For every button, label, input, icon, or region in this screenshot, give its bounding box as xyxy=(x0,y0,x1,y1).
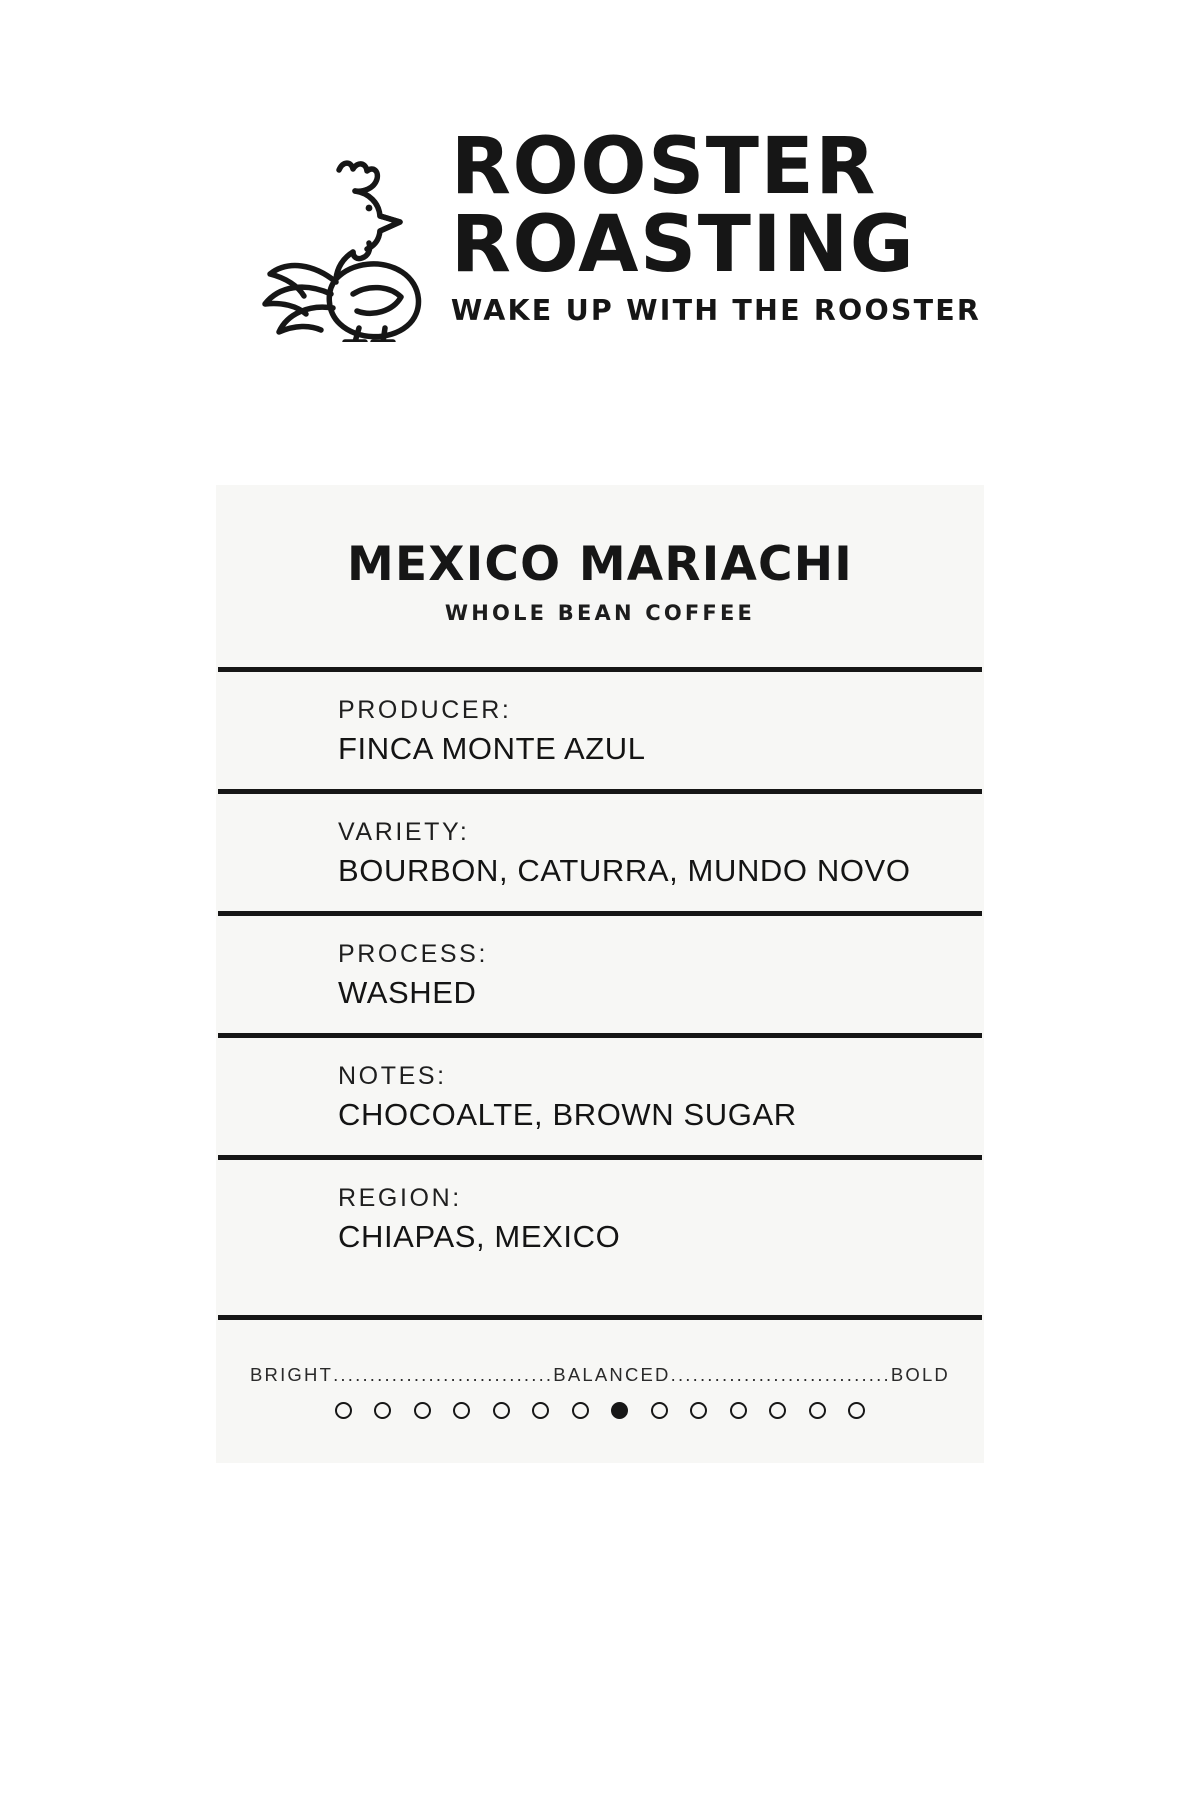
roast-dot xyxy=(374,1402,391,1419)
spec-producer xyxy=(216,672,984,789)
roast-dot xyxy=(690,1402,707,1419)
spec-label: VARIETY: xyxy=(338,818,470,847)
spec-process xyxy=(216,916,984,1033)
roast-scale-dots xyxy=(216,1402,984,1419)
roast-dot-selected xyxy=(611,1402,628,1419)
roast-dot xyxy=(809,1402,826,1419)
spec-value: WASHED xyxy=(338,975,477,1011)
roast-scale xyxy=(216,1320,984,1463)
spec-value: BOURBON, CATURRA, MUNDO NOVO xyxy=(338,853,911,889)
roast-scale-right-dots: .............................. xyxy=(670,1364,891,1386)
roast-dot xyxy=(769,1402,786,1419)
roast-dot xyxy=(335,1402,352,1419)
roast-scale-left-dots: .............................. xyxy=(333,1364,554,1386)
roast-scale-right-label: BOLD xyxy=(890,1364,950,1386)
brand-lockup xyxy=(219,122,982,342)
roast-scale-left-label: BRIGHT xyxy=(249,1364,334,1386)
spec-variety xyxy=(216,794,984,911)
brand-tagline: WAKE UP WITH THE ROOSTER xyxy=(450,294,982,328)
roast-dot xyxy=(730,1402,747,1419)
roast-dot xyxy=(532,1402,549,1419)
coffee-name: MEXICO MARIACHI xyxy=(347,537,853,592)
spec-value: CHOCOALTE, BROWN SUGAR xyxy=(338,1097,797,1133)
spec-value: FINCA MONTE AZUL xyxy=(338,731,646,767)
spec-notes xyxy=(216,1038,984,1155)
roast-scale-center-label: BALANCED xyxy=(553,1364,671,1386)
roast-dot xyxy=(572,1402,589,1419)
roast-scale-legend xyxy=(216,1364,984,1386)
label-heading xyxy=(216,485,984,667)
brand-name-line-2: ROASTING xyxy=(450,200,916,291)
coffee-subtitle: WHOLE BEAN COFFEE xyxy=(444,601,756,626)
roast-dot xyxy=(848,1402,865,1419)
spec-label: NOTES: xyxy=(338,1062,447,1091)
roast-dot xyxy=(651,1402,668,1419)
spec-value: CHIAPAS, MEXICO xyxy=(338,1219,621,1255)
roast-dot xyxy=(414,1402,431,1419)
spec-label: PRODUCER: xyxy=(338,696,512,725)
brand-wordmark xyxy=(450,122,982,328)
coffee-label-card xyxy=(216,485,984,1463)
spec-region xyxy=(216,1160,984,1315)
spec-label: PROCESS: xyxy=(338,940,488,969)
roast-dot xyxy=(493,1402,510,1419)
spec-label: REGION: xyxy=(338,1184,462,1213)
roast-dot xyxy=(453,1402,470,1419)
brand-name-line-1: ROOSTER xyxy=(450,122,877,212)
brand-header xyxy=(0,122,1200,342)
rooster-icon xyxy=(219,142,429,342)
